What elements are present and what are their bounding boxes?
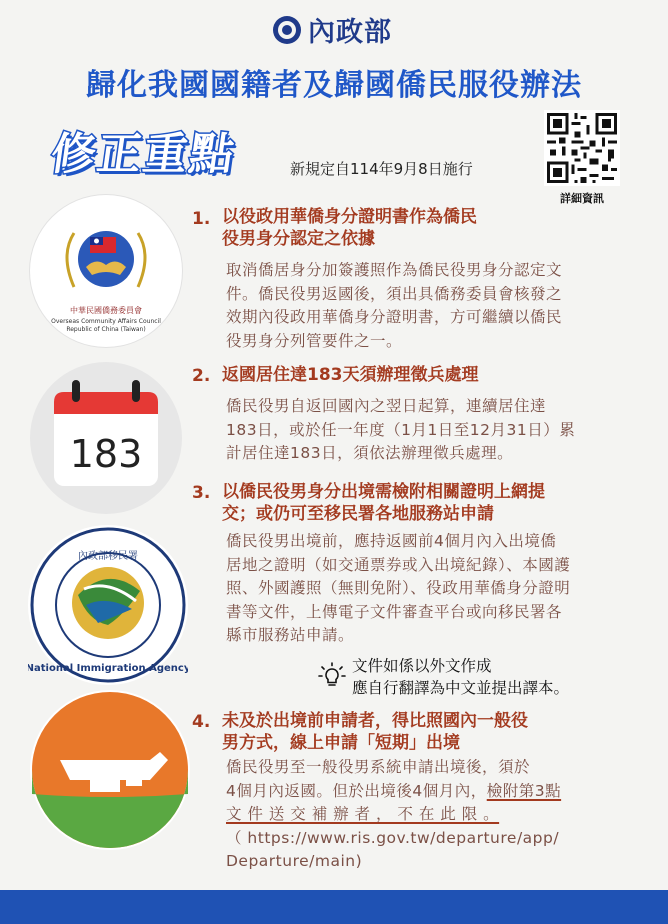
section-4-number: 4. (192, 712, 211, 732)
ministry-header (272, 10, 392, 49)
calendar-number: 183 (69, 432, 143, 476)
section-4-underlined-note: 檢附第3點 (486, 781, 562, 800)
departure-url-end[interactable]: Departure/main) (226, 852, 363, 870)
section-1-heading-line2: 役男身分認定之依據 (222, 229, 375, 249)
section-4-body: 僑民役男至一般役男系統申請出境後，須於 4個月內返國。但於出境後4個月內，檢附第3點 文 件 送 交 補 辦 者 ， 不 在 此 限 。 （ https://www.ris.gov.tw/departure/app/ Departure/main) (226, 756, 561, 874)
amendment-title: 修正重點 (47, 129, 239, 180)
section-1-number: 1. (192, 209, 211, 229)
section-4-heading-line2: 男方式，線上申請「短期」出境 (222, 733, 460, 753)
departure-logo (30, 690, 190, 850)
section-3-heading-line1: 以僑民役男身分出境需檢附相關證明上網提 (222, 482, 545, 502)
qr-code-icon[interactable] (544, 110, 620, 186)
ocac-caption-en2: Republic of China (Taiwan) (66, 326, 146, 333)
ocac-caption-zh: 中華民國僑務委員會 (70, 306, 142, 315)
calendar-circle (30, 362, 182, 514)
effective-date: 新規定自114年9月8日施行 (290, 160, 473, 178)
ocac-logo (30, 195, 182, 347)
departure-url[interactable]: （ https://www.ris.gov.tw/departure/app/ (226, 828, 560, 847)
section-2-body: 僑民役男自返回國內之翌日起算，連續居住達 183日，或於任一年度（1月1日至12月31日）累 計居住達183日，須依法辦理徵兵處理。 (226, 397, 576, 462)
page-title: 歸化我國國籍者及歸國僑民服役辦法 (86, 68, 582, 103)
section-4-heading-line1: 未及於出境前申請者，得比照國內一般役 (222, 711, 528, 731)
section-1-heading-line1: 以役政用華僑身分證明書作為僑民 (222, 207, 477, 227)
nia-emblem-icon (28, 525, 188, 685)
nia-caption-zh: 內政部移民署 (78, 551, 138, 562)
section-3-number: 3. (192, 483, 211, 503)
section-1-body: 取消僑居身分加簽護照作為僑民役男身分認定文 件。僑民役男返國後，須出具僑務委員會核發之 效期內役政用華僑身分證明書，方可繼續以僑民 役男身分列管要件之一。 (226, 261, 563, 350)
departure-emblem-icon (30, 690, 190, 850)
section-3-body: 僑民役男出境前，應持返國前4個月內入出境僑 居地之證明（如交通票券或入出境紀錄）、本國護 照、外國護照（無則免附）、役政用華僑身分證明 書等文件，上傳電子文件審查平台或向移民署各 縣市服務站申請。 (226, 532, 571, 644)
ministry-name: 內政部 (308, 17, 392, 48)
lightbulb-icon (318, 662, 346, 690)
section-2-number: 2. (192, 366, 211, 386)
ministry-logo-icon (272, 15, 302, 45)
ocac-caption-en1: Overseas Community Affairs Council (51, 318, 161, 325)
qr-label: 詳細資訊 (560, 192, 604, 205)
section-3-heading-line2: 交；或仍可至移民署各地服務站申請 (222, 504, 494, 524)
nia-logo (28, 525, 188, 685)
section-4-underlined-continuation: 文 件 送 交 補 辦 者 ， 不 在 此 限 。 (226, 805, 500, 823)
calendar-icon (30, 362, 182, 514)
translation-note: 文件如係以外文作成 應自行翻譯為中文並提出譯本。 (352, 657, 570, 697)
ocac-emblem-icon (30, 195, 182, 347)
footer-bar (0, 890, 668, 924)
section-2-heading: 返國居住達183天須辦理徵兵處理 (222, 365, 479, 385)
nia-caption-en: National Immigration Agency (28, 663, 188, 674)
